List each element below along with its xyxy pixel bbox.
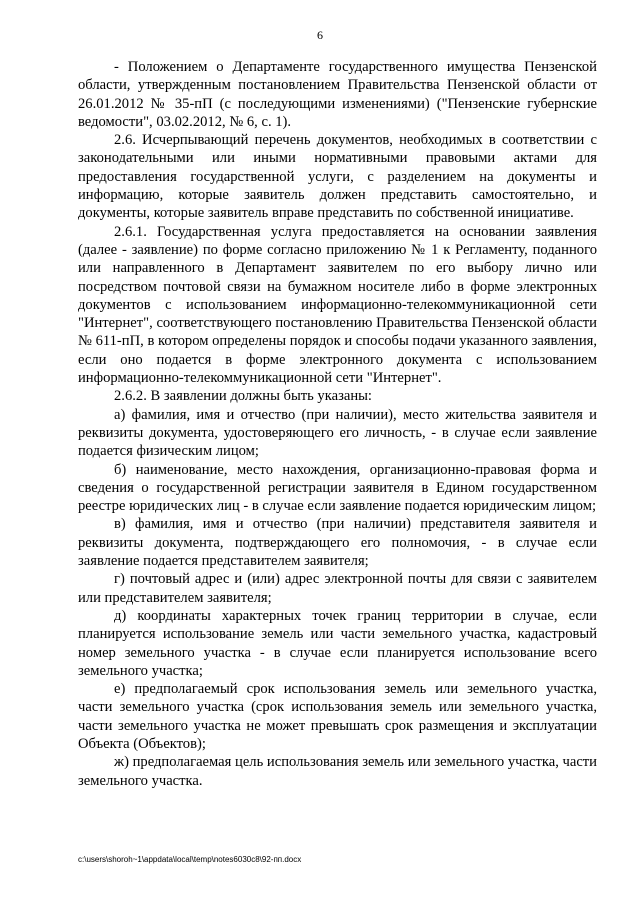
list-item-e: е) предполагаемый срок использования земель или земельного участка, части земельного участка (срок использования земель или земельного участка, части земельного участка не может превышать срок размещения и эксплуатации Объекта (Объектов); [78,681,597,752]
paragraph-department-regulation: - Положением о Департаменте государственного имущества Пензенской области, утвержденным постановлением Правительства Пензенской области от 26.01.2012 № 35-пП (с последующими изменениями) ("Пензенские губернские ведомости", 03.02.2012, № 6, с. 1). [78,59,597,130]
list-item-v: в) фамилия, имя и отчество (при наличии) представителя заявителя и реквизиты документа, подтверждающего его полномочия, - в случае если заявление подается представителем заявителя; [78,516,597,570]
paragraph-2-6-1: 2.6.1. Государственная услуга предоставляется на основании заявления (далее - заявление) по форме согласно приложению № 1 к Регламенту, поданного или направленного в Департамент заявителем по его выбору лично или посредством почтовой связи на бумажном носителе либо в форме электронных документов с использованием информационно-телекоммуникационной сети "Интернет", соответствующего постановлению Правительства Пензенской области № 611-пП, в котором определены порядок и способы подачи указанного заявления, если оно подается в форме электронного документа с использованием информационно-телекоммуникационной сети "Интернет". [78,223,597,387]
footer-file-path: c:\users\shoroh~1\appdata\local\temp\notes6030c8\92-пп.docx [78,855,302,864]
list-item-zh: ж) предполагаемая цель использования земель или земельного участка, части земельного участка. [78,754,597,789]
list-item-a: а) фамилия, имя и отчество (при наличии), место жительства заявителя и реквизиты документа, удостоверяющего его личность, - в случае если заявление подается физическим лицом; [78,406,597,460]
list-item-d: д) координаты характерных точек границ территории в случае, если планируется использование земель или части земельного участка, кадастровый номер земельного участка - в случае если планируется использование всего земельного участка; [78,607,597,679]
document-body [78,58,597,790]
list-item-g: г) почтовый адрес и (или) адрес электронной почты для связи с заявителем или представителем заявителя; [78,571,597,606]
page-number: 6 [317,28,323,42]
paragraph-2-6: 2.6. Исчерпывающий перечень документов, необходимых в соответствии с законодательными или иными нормативными правовыми актами для предоставления государственной услуги, с разделением на документы и информацию, которые заявитель должен представить самостоятельно, и документы, которые заявитель вправе представить по собственной инициативе. [78,132,597,222]
paragraph-2-6-2: 2.6.2. В заявлении должны быть указаны: [114,388,372,405]
list-item-b: б) наименование, место нахождения, организационно-правовая форма и сведения о государственной регистрации заявителя в Едином государственном реестре юридических лиц - в случае если заявление подается юридическим лицом; [78,461,597,515]
